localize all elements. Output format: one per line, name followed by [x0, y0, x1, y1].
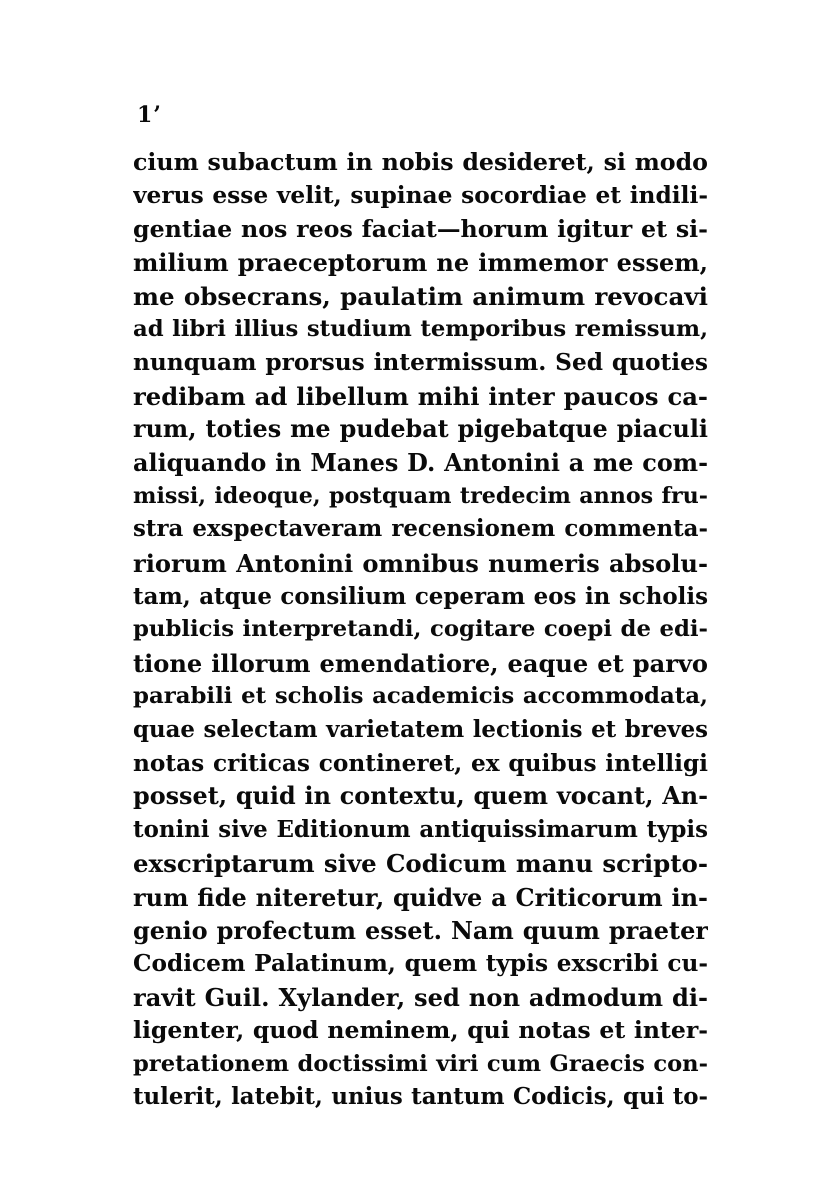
text-line: parabili et scholis academicis accommodata,: [133, 683, 708, 710]
text-line: aliquando in Manes D. Antonini a me com-: [133, 448, 708, 477]
text-line: gentiae nos reos faciat—horum igitur et si-: [133, 214, 708, 243]
text-line: pretationem doctissimi viri cum Graecis con-: [133, 1050, 708, 1077]
text-line: quae selectam varietatem lectionis et breves: [133, 716, 708, 743]
text-line: tam, atque consilium ceperam eos in scholis: [133, 583, 708, 611]
text-line: ligenter, quod neminem, qui notas et inter-: [133, 1016, 708, 1045]
text-line: posset, quid in contextu, quem vocant, An-: [133, 782, 708, 811]
text-line: genio profectum esset. Nam quum praeter: [133, 915, 708, 945]
text-line: publicis interpretandi, cogitare coepi de edi-: [133, 616, 708, 643]
text-line: rum, toties me pudebat pigebatque piaculi: [133, 415, 708, 444]
text-line: me obsecrans, paulatim animum revocavi: [133, 281, 708, 311]
text-line: riorum Antonini omnibus numeris absolu-: [133, 548, 708, 578]
text-line: redibam ad libellum mihi inter paucos ca-: [133, 381, 708, 411]
text-line: ravit Guil. Xylander, sed non admodum di-: [133, 982, 708, 1012]
text-line: tione illorum emendatiore, eaque et parvo: [133, 648, 708, 678]
text-line: notas criticas contineret, ex quibus intelligi: [133, 750, 708, 778]
text-line: exscriptarum sive Codicum manu scripto-: [133, 849, 708, 879]
text-line: tulerit, latebit, unius tantum Codicis, qui to-: [133, 1083, 708, 1110]
text-line: tonini sive Editionum antiquissimarum typis: [133, 816, 708, 843]
text-line: verus esse velit, supinae socordiae et indili-: [133, 182, 708, 210]
body-text: [133, 146, 708, 1114]
text-line: ad libri illius studium temporibus remissum,: [133, 315, 708, 342]
text-line: missi, ideoque, postquam tredecim annos fru-: [133, 482, 708, 509]
text-line: Codicem Palatinum, quem typis exscribi cu-: [133, 950, 708, 978]
text-line: milium praeceptorum ne immemor essem,: [133, 248, 708, 278]
text-line: rum fide niteretur, quidve a Criticorum in-: [133, 882, 708, 912]
text-line: nunquam prorsus intermissum. Sed quoties: [133, 349, 708, 377]
text-line: stra exspectaveram recensionem commenta-: [133, 516, 708, 543]
page-number: 1’: [137, 102, 162, 128]
text-line: cium subactum in nobis desideret, si modo: [133, 148, 708, 176]
